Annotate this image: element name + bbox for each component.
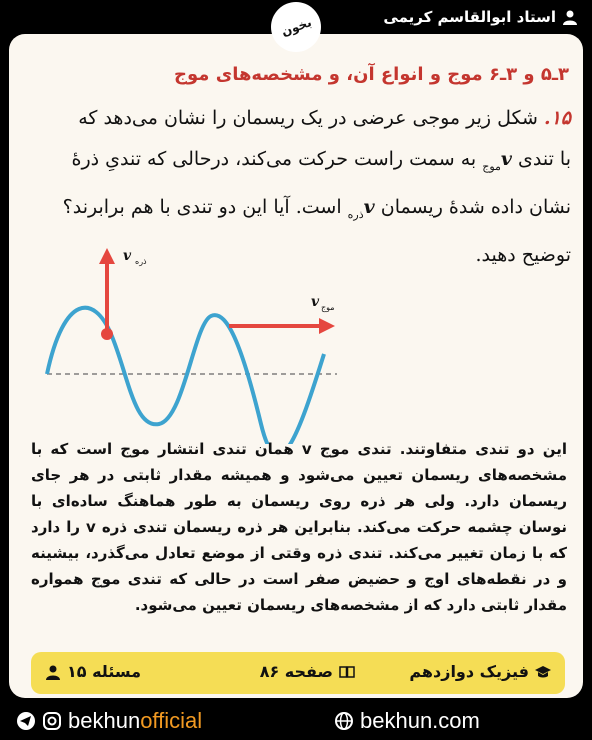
wave-diagram (39, 234, 339, 444)
wave-curve (47, 308, 324, 444)
book-icon (339, 664, 355, 680)
footer-book: فیزیک دوازدهم (409, 662, 551, 681)
question-number: ۱۵. (543, 107, 571, 129)
particle-dot (101, 328, 113, 340)
social-handle[interactable] (16, 708, 202, 734)
website-text: bekhun.com (360, 708, 480, 733)
instagram-icon[interactable] (42, 711, 62, 731)
footer-bar (31, 652, 565, 694)
question-line-1: ۱۵. شکل زیر موجی عرضی در یک ریسمان را نشان می‌دهد که (78, 107, 571, 129)
answer-text: این دو تندی متفاوتند. تندی موج v همان تندی انتشار موج است که با مشخصه‌های ریسمان تعیین می‌شود و همیشه مقدار ثابتی در هر جای ریسمان دارد. ولی هر ذره روی ریسمان به طور هماهنگ ساده‌ای با نوسان چشمه حرکت می‌کند. بنابراین هر ذره ریسمان تندی ذره v را دارد که با زمان تغییر می‌کند. تندی ذره وقتی از موضع تعادل می‌گذرد، بیشینه و در نقطه‌های اوج و حضیض صفر است در حالی که تندی موج همواره مقدار ثابتی دارد که از مشخصه‌های ریسمان تعیین می‌شود. (31, 440, 567, 614)
student-icon (45, 664, 61, 680)
footer-page: صفحه ۸۶ (260, 662, 355, 681)
telegram-icon[interactable] (16, 711, 36, 731)
content-card (9, 34, 583, 698)
handle-text: bekhunofficial (68, 708, 203, 733)
question-line-4: توضیح دهید. (475, 244, 571, 266)
particle-arrow-head (99, 248, 115, 264)
teacher-name (383, 8, 578, 26)
user-icon (562, 9, 578, 25)
wave-speed-label: v (311, 294, 320, 310)
wave-speed-sub: موج (321, 303, 335, 312)
question-line-2: با تندی $v_{موج}$ به سمت راست حرکت می‌کند، درحالی که تندیِ ذرهٔ (71, 148, 571, 173)
section-title: ۳ـ۵ و ۳ـ۶ موج و انواع آن، و مشخصه‌های موج (174, 64, 569, 85)
brand-logo (271, 2, 321, 52)
particle-speed-sub: ذره (135, 257, 147, 266)
logo-text: بخون (279, 15, 313, 39)
teacher-label: استاد ابوالقاسم کریمی (383, 8, 556, 26)
globe-icon (334, 711, 354, 731)
bottom-bar (0, 700, 592, 740)
footer-problem: مسئله ۱۵ (45, 662, 141, 681)
website-link[interactable] (334, 708, 480, 734)
particle-speed-label: v (123, 248, 132, 264)
question-line-3: نشان داده شدهٔ ریسمان $v_{ذره}$ است. آیا این دو تندی با هم برابرند؟ (62, 196, 571, 221)
graduation-cap-icon (535, 664, 551, 680)
wave-arrow-head (319, 318, 335, 334)
